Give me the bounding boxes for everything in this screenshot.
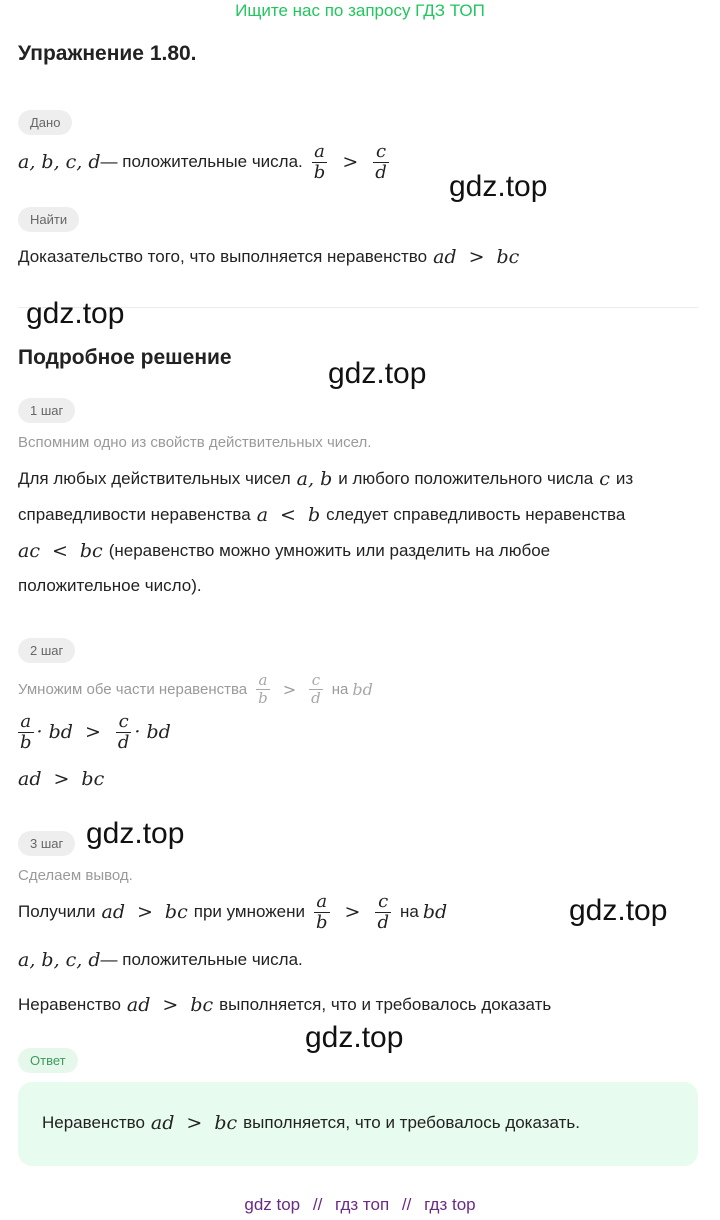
step3-frac-cd: $\frac{c}{d}$ <box>377 890 389 933</box>
step1-l3-lhs: ac <box>18 540 40 562</box>
given-chip: Дано <box>18 110 72 135</box>
step3-chip: 3 шаг <box>18 831 75 856</box>
step1-l3-rhs: bc <box>79 540 103 562</box>
step2-chip: 2 шаг <box>18 638 75 663</box>
find-lhs: ad <box>433 246 457 268</box>
watermark: gdz.top <box>328 357 427 390</box>
find-op: > <box>468 246 485 268</box>
step3-l2-vars: a, b, c, d <box>18 949 101 971</box>
find-chip: Найти <box>18 207 79 232</box>
answer-text-a: Неравенство <box>42 1113 145 1132</box>
step2-eq1-op: > <box>84 721 101 743</box>
step3-l2-text: — положительные числа. <box>100 950 303 969</box>
step1-line2 <box>18 504 625 526</box>
step1-l1-text-d: из <box>615 469 634 488</box>
step2-eq1-frac-cd: $\frac{c}{d}$ <box>117 710 130 753</box>
step3-l3-text-b: выполняется, что и требовалось доказать <box>219 995 552 1014</box>
step2-eq2-rhs: bc <box>81 768 105 790</box>
step3-l3-text-a: Неравенство <box>18 995 121 1014</box>
watermark: gdz.top <box>305 1021 404 1054</box>
step3-frac-op: > <box>344 901 361 923</box>
step3-l1-var: bd <box>422 901 448 923</box>
footer-link-gdz-top-ru[interactable]: гдз топ <box>335 1195 390 1214</box>
find-text: Доказательство того, что выполняется неравенство <box>18 247 428 266</box>
step3-l1-text-a: Получили <box>18 902 96 921</box>
step3-l1-lhs: ad <box>101 901 125 923</box>
step2-hint-op: > <box>282 679 297 699</box>
footer-separator: // <box>312 1195 323 1214</box>
step1-l1-text-b: и любого положительного числа <box>338 469 594 488</box>
watermark: gdz.top <box>449 170 548 203</box>
step3-l3-op: > <box>162 994 179 1016</box>
solution-title: Подробное решение <box>18 346 232 369</box>
step1-l2-op: < <box>280 504 296 526</box>
step3-line3 <box>18 994 551 1016</box>
step3-hint: Сделаем вывод. <box>18 867 133 884</box>
step1-l3-text: (неравенство можно умножить или разделить на любое <box>108 541 551 560</box>
footer-link-gdz-top-mixed[interactable]: гдз top <box>424 1195 476 1214</box>
step3-l3-rhs: bc <box>190 994 214 1016</box>
step2-eq1 <box>18 710 171 754</box>
step1-l1-vars: a, b <box>296 468 333 490</box>
step2-eq1-mul: · bd <box>36 721 73 743</box>
footer-links <box>0 1195 720 1215</box>
given-frac-ab: $\frac{a}{b}$ <box>313 140 326 183</box>
step1-l2-rhs: b <box>307 504 321 526</box>
step3-frac-ab: $\frac{a}{b}$ <box>315 890 328 933</box>
step1-line1 <box>18 468 633 490</box>
step2-eq2-lhs: ad <box>18 768 42 790</box>
step2-hint-var: bd <box>352 679 373 699</box>
step2-hint-on: на <box>331 680 349 698</box>
step3-l1-text-b: при умножени <box>193 902 305 921</box>
step3-l1-rhs: bc <box>164 901 188 923</box>
footer-link-gdz-top[interactable]: gdz top <box>244 1195 301 1214</box>
answer-text-b: выполняется, что и требовалось доказать. <box>243 1113 581 1132</box>
step3-line2 <box>18 949 303 971</box>
step3-l1-on: на <box>399 902 419 921</box>
step2-eq2-op: > <box>53 768 70 790</box>
watermark: gdz.top <box>569 894 668 927</box>
step1-l1-text-a: Для любых действительных чисел <box>18 469 291 488</box>
step1-l2-text-a: справедливости неравенства <box>18 505 251 524</box>
watermark: gdz.top <box>26 297 125 330</box>
answer-lhs: ad <box>150 1112 175 1134</box>
step1-line4: положительное число). <box>18 576 202 595</box>
step1-line3 <box>18 540 550 562</box>
answer-chip: Ответ <box>18 1048 78 1073</box>
watermark: gdz.top <box>86 817 185 850</box>
step1-l1-c: c <box>599 468 610 490</box>
step2-hint: Умножим обе части неравенства <box>18 680 248 698</box>
step2-eq1-frac-ab: $\frac{a}{b}$ <box>20 710 32 753</box>
given-vars: a, b, c, d <box>18 151 101 173</box>
given-frac-cd: $\frac{c}{d}$ <box>375 140 387 183</box>
answer-op: > <box>186 1112 203 1134</box>
step2-hint-frac-ab: $\frac{a}{b}$ <box>258 670 268 707</box>
promo-banner[interactable]: Ищите нас по запросу ГДЗ ТОП <box>235 1 485 20</box>
footer-separator: // <box>401 1195 412 1214</box>
step1-l2-text-b: следует справедливость неравенства <box>326 505 626 524</box>
given-op: > <box>342 151 359 173</box>
step3-l1-op: > <box>137 901 153 923</box>
given-line <box>18 140 392 184</box>
page-title: Упражнение 1.80. <box>18 42 197 65</box>
step2-eq1-mul2: · bd <box>134 721 171 743</box>
step2-hint-frac-cd: $\frac{c}{d}$ <box>311 670 321 707</box>
step1-hint: Вспомним одно из свойств действительных чисел. <box>18 434 372 451</box>
find-line <box>18 246 519 268</box>
find-rhs: bc <box>496 246 520 268</box>
step3-l3-lhs: ad <box>126 994 151 1016</box>
step1-l3-op: < <box>51 540 68 562</box>
step1-chip: 1 шаг <box>18 398 75 423</box>
answer-line <box>42 1112 580 1134</box>
step3-line1 <box>18 890 447 934</box>
step1-l2-lhs: a <box>256 504 269 526</box>
answer-rhs: bc <box>214 1112 238 1134</box>
step2-hint-line <box>18 668 373 710</box>
given-text: — положительные числа. <box>100 152 303 171</box>
step2-eq2 <box>18 768 104 790</box>
